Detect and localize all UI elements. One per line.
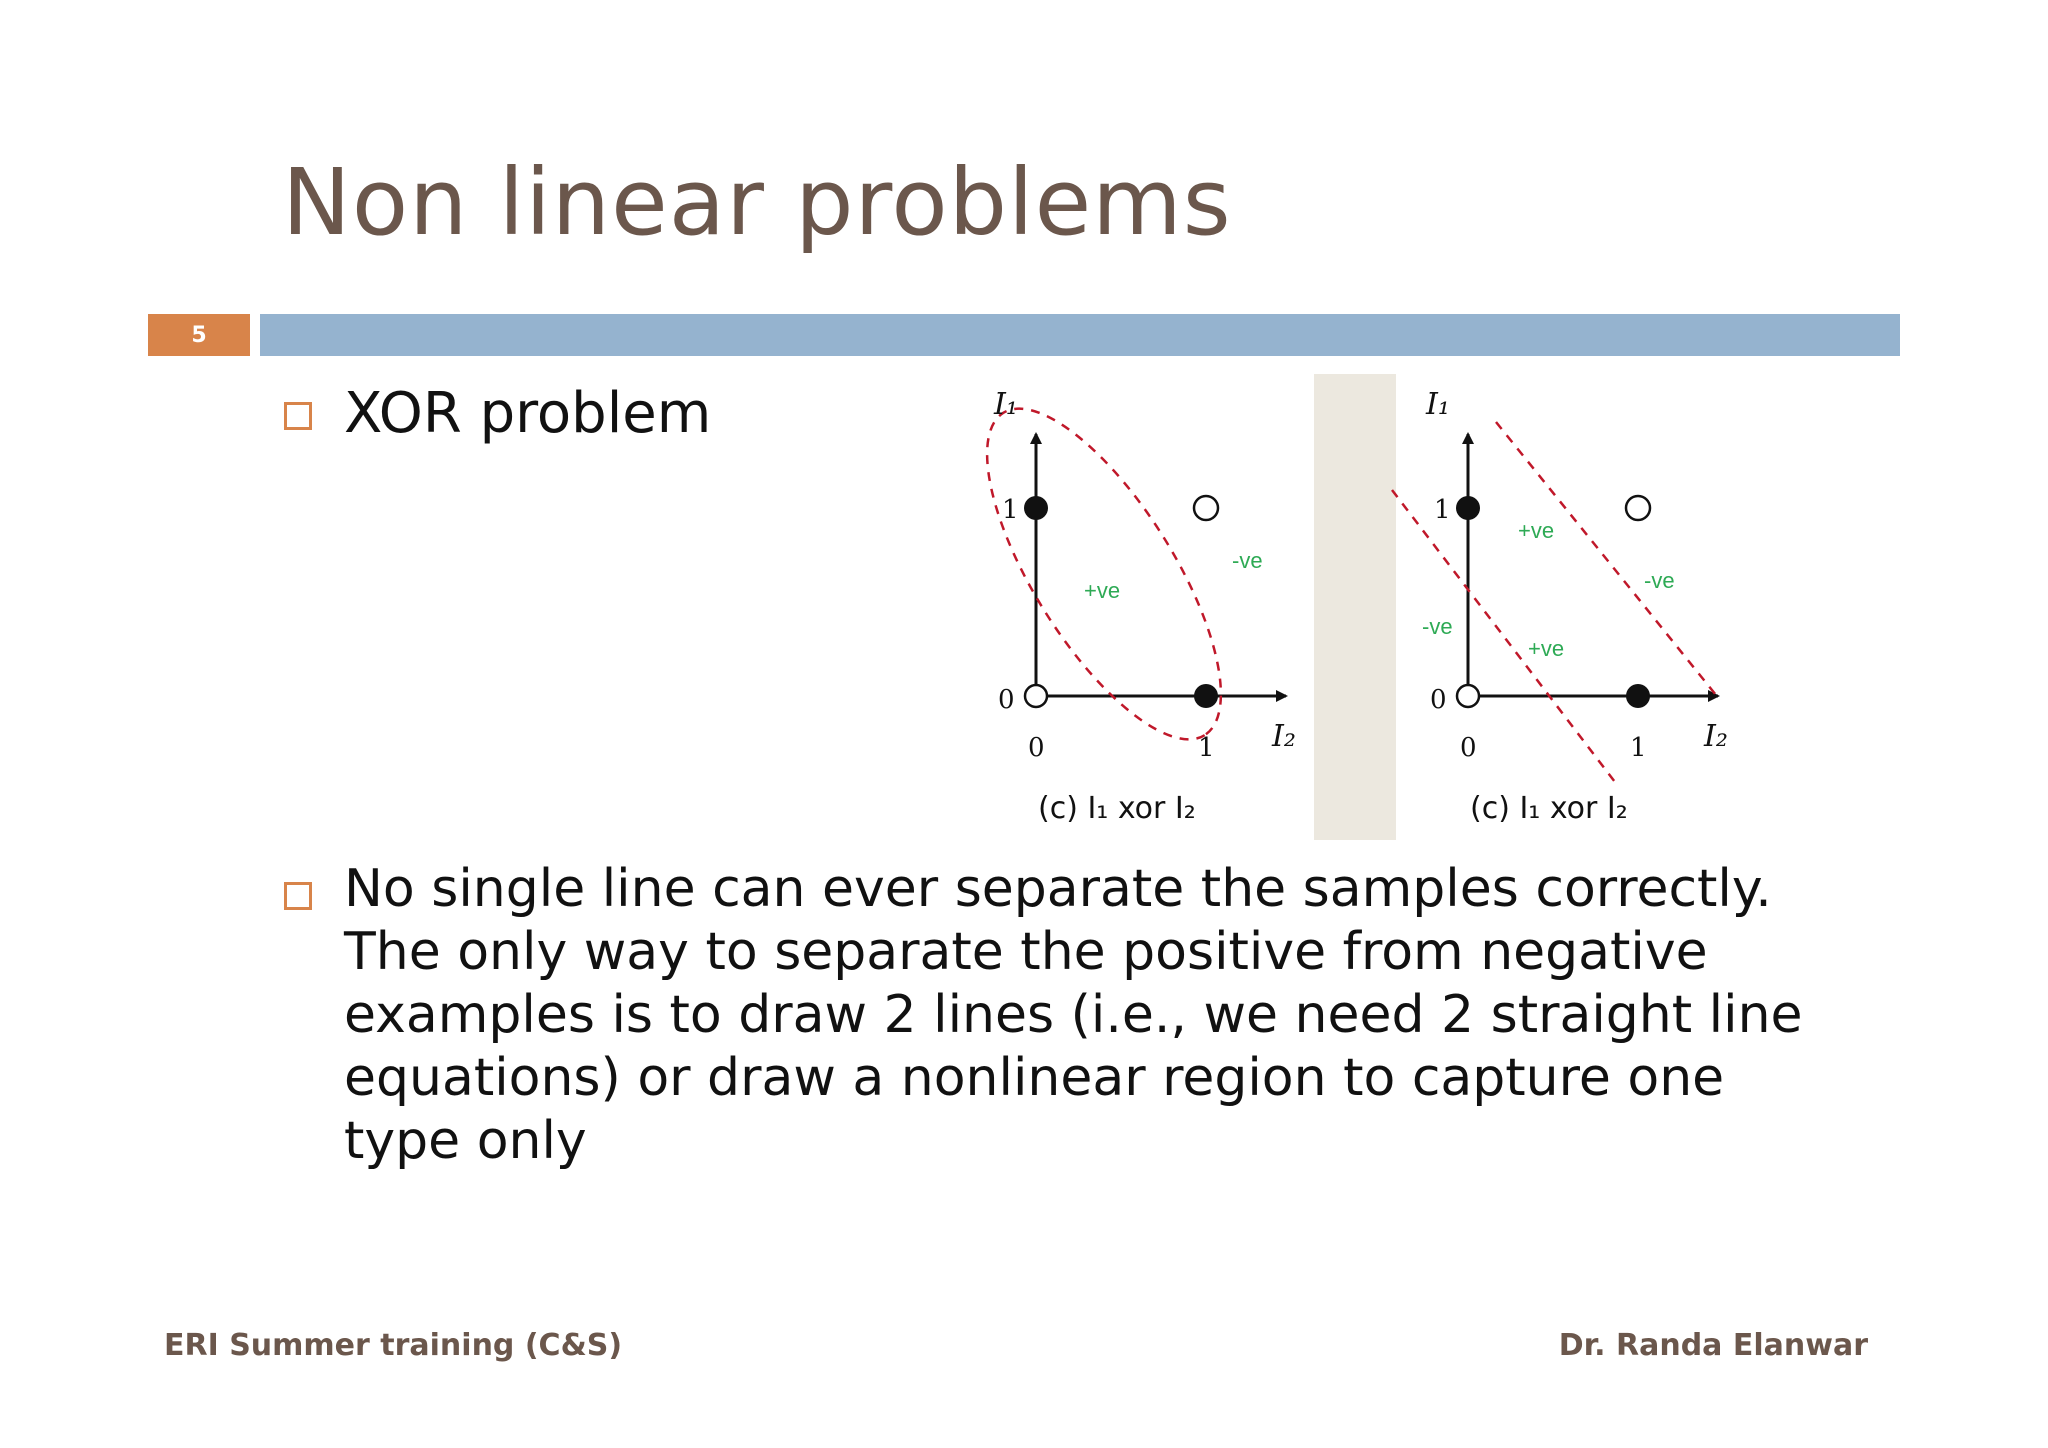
panel-2-tick-y: 1 [1434,495,1451,525]
panel-1-region-label: -ve [1232,548,1263,573]
panel-2-region-label: -ve [1422,614,1453,639]
slide-title: Non linear problems [282,149,1232,256]
title-divider-bar [260,314,1900,356]
panel-1-point-01 [1024,496,1048,520]
panel-2-y-axis-label: I₁ [1426,387,1450,422]
panel-1-x-axis-label: I₂ [1272,719,1296,754]
panel-2-region-label: -ve [1644,568,1675,593]
panel-2 [1392,387,1728,826]
explanation-line: No single line can ever separate the samples correctly. [344,859,1772,919]
panel-1-tick-y: 1 [1002,495,1019,525]
xor-figure-svg [964,374,1754,840]
explanation-line: examples is to draw 2 lines (i.e., we need 2 straight line [344,985,1803,1045]
slide-number: 5 [148,314,250,356]
panel-2-point-10 [1626,684,1650,708]
panel-1-region-label: +ve [1084,578,1121,603]
panel-2-point-00 [1457,685,1479,707]
bullet-marker [284,882,312,910]
bullet-marker [284,402,312,430]
panel-2-tick-origin-x: 0 [1460,733,1477,763]
panel-2-tick-origin-y: 0 [1430,685,1447,715]
explanation-line: The only way to separate the positive from negative [344,922,1708,982]
panel-1-tick-origin-x: 0 [1028,733,1045,763]
bullet-explanation [344,858,1844,1173]
explanation-line: type only [344,1111,587,1171]
panel-2-point-01 [1456,496,1480,520]
panel-1-point-10 [1194,684,1218,708]
xor-figure [964,374,1754,840]
panel-divider [1314,374,1396,840]
panel-1 [964,376,1296,826]
panel-2-tick-x: 1 [1630,733,1647,763]
panel-1-y-axis-label: I₁ [994,387,1018,422]
bullet-xor-problem: XOR problem [344,381,712,446]
footer-author: Dr. Randa Elanwar [1558,1328,1868,1363]
footer-course: ERI Summer training (C&S) [164,1328,623,1363]
panel-1-tick-origin-y: 0 [998,685,1015,715]
panel-2-x-axis-label: I₂ [1704,719,1728,754]
panel-2-region-label: +ve [1528,636,1565,661]
panel-2-caption: (c) I₁ xor I₂ [1470,791,1628,826]
panel-1-point-11 [1194,496,1218,520]
panel-2-region-label: +ve [1518,518,1555,543]
panel-1-tick-x: 1 [1198,733,1215,763]
panel-2-point-11 [1626,496,1650,520]
panel-1-point-00 [1025,685,1047,707]
explanation-line: equations) or draw a nonlinear region to capture one [344,1048,1725,1108]
panel-1-caption: (c) I₁ xor I₂ [1038,791,1196,826]
